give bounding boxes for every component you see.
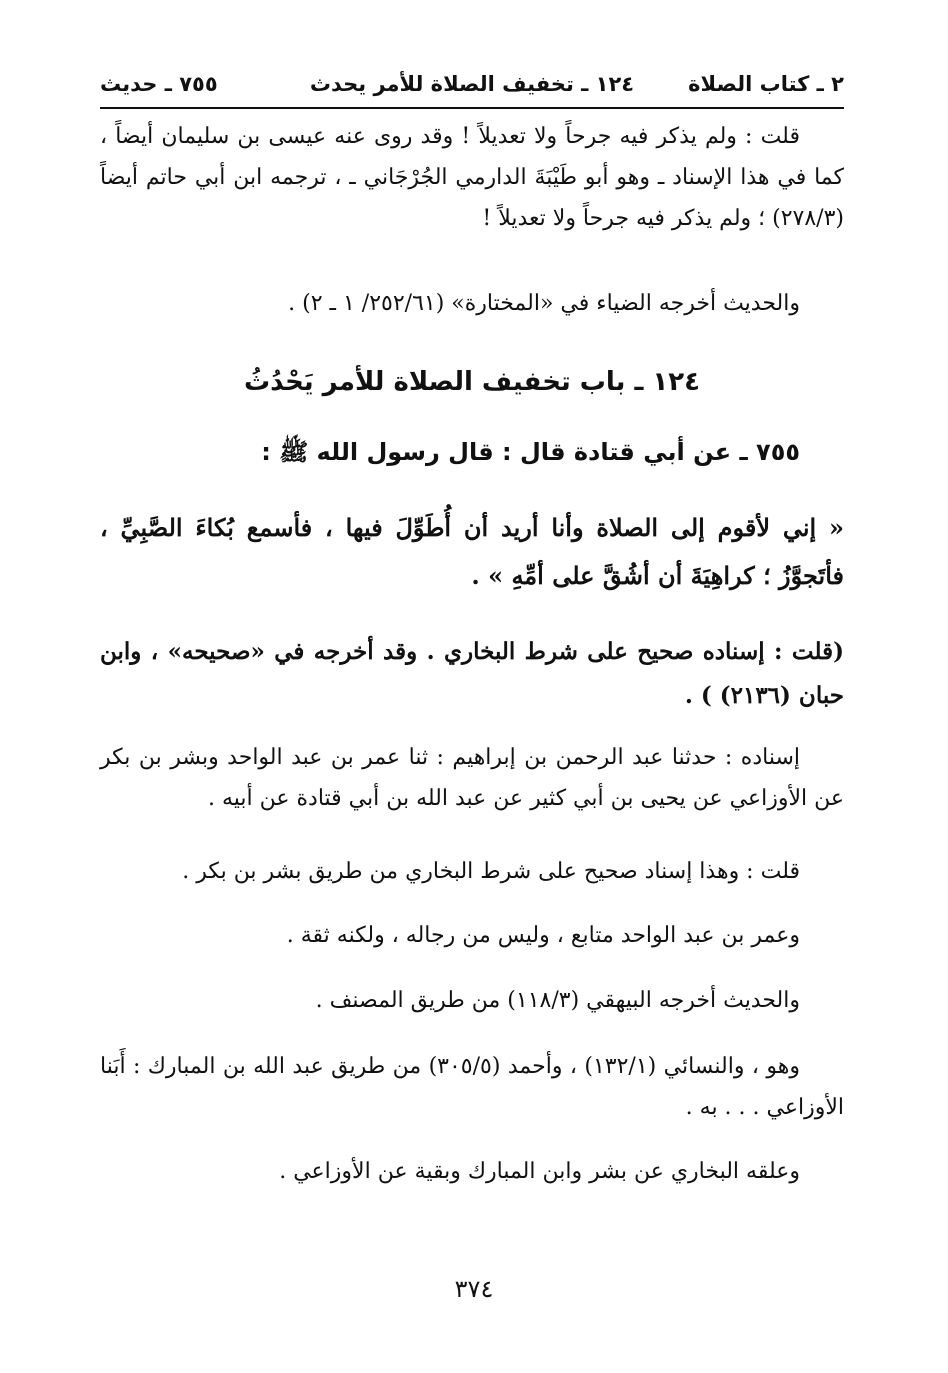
header-hadith-range: ٧٥٥ ـ حديث [100,72,218,96]
hadith-text: « إني لأقوم إلى الصلاة وأنا أريد أن أُطَوِّلَ فيها ، فأسمع بُكاءَ الصَّبِيِّ ، فأتَجوَّزُ ؛ كراهِيَةَ أن أشُقَّ على أمِّهِ » . [100,513,844,590]
paragraph-comment-1: قلت : وهذا إسناد صحيح على شرط البخاري من طريق بشر بن بكر . [182,859,800,884]
header-divider [100,107,844,109]
paragraph-comment-2: وعمر بن عبد الواحد متابع ، وليس من رجاله ، ولكنه ثقة . [286,923,800,948]
grading-note: (قلت : إسناده صحيح على شرط البخاري . وقد أخرجه في «صحيحه» ، وابن حبان (٢١٣٦) ) . [100,638,844,709]
running-header [100,66,844,106]
chapter-heading: ١٢٤ ـ باب تخفيف الصلاة للأمر يَحْدُثُ [243,367,701,397]
paragraph-comment-5: وعلقه البخاري عن بشر وابن المبارك وبقية عن الأوزاعي . [279,1159,800,1184]
paragraph-comment-3: والحديث أخرجه البيهقي (١١٨/٣) من طريق المصنف . [315,988,800,1013]
paragraph-narrator-note: قلت : ولم يذكر فيه جرحاً ولا تعديلاً ! وقد روى عنه عيسى بن سليمان أيضاً ، كما في هذا الإسناد ـ وهو أبو طَيْبَةَ الدارمي الجُرْجَاني ـ ، ترجمه ابن أبي حاتم أيضاً (٢٧٨/٣) ؛ ولم يذكر فيه جرحاً ولا تعديلاً ! [100,124,844,231]
page-number: ٣٧٤ [454,1275,494,1303]
header-chapter-title: ٢ ـ كتاب الصلاة [688,72,844,96]
hadith-intro [100,432,844,472]
paragraph-isnad: إسناده : حدثنا عبد الرحمن بن إبراهيم : ثنا عمر بن عبد الواحد وبشر بن بكر عن الأوزاعي عن يحيى بن أبي كثير عن عبد الله بن أبي قتادة عن أبيه . [100,745,844,811]
paragraph-takhrij-diya: والحديث أخرجه الضياء في «المختارة» (٢٥٢/٦١/ ١ ـ ٢) . [288,291,800,316]
paragraph-comment-4: وهو ، والنسائي (١٣٢/١) ، وأحمد (٣٠٥/٥) من طريق عبد الله بن المبارك : أَبَنا الأوزاعي . . . به . [100,1054,844,1120]
header-section-title: ١٢٤ ـ تخفيف الصلاة للأمر يحدث [309,72,635,96]
hadith-intro-text: ٧٥٥ ـ عن أبي قتادة قال : قال رسول الله ﷺ : [261,438,800,466]
